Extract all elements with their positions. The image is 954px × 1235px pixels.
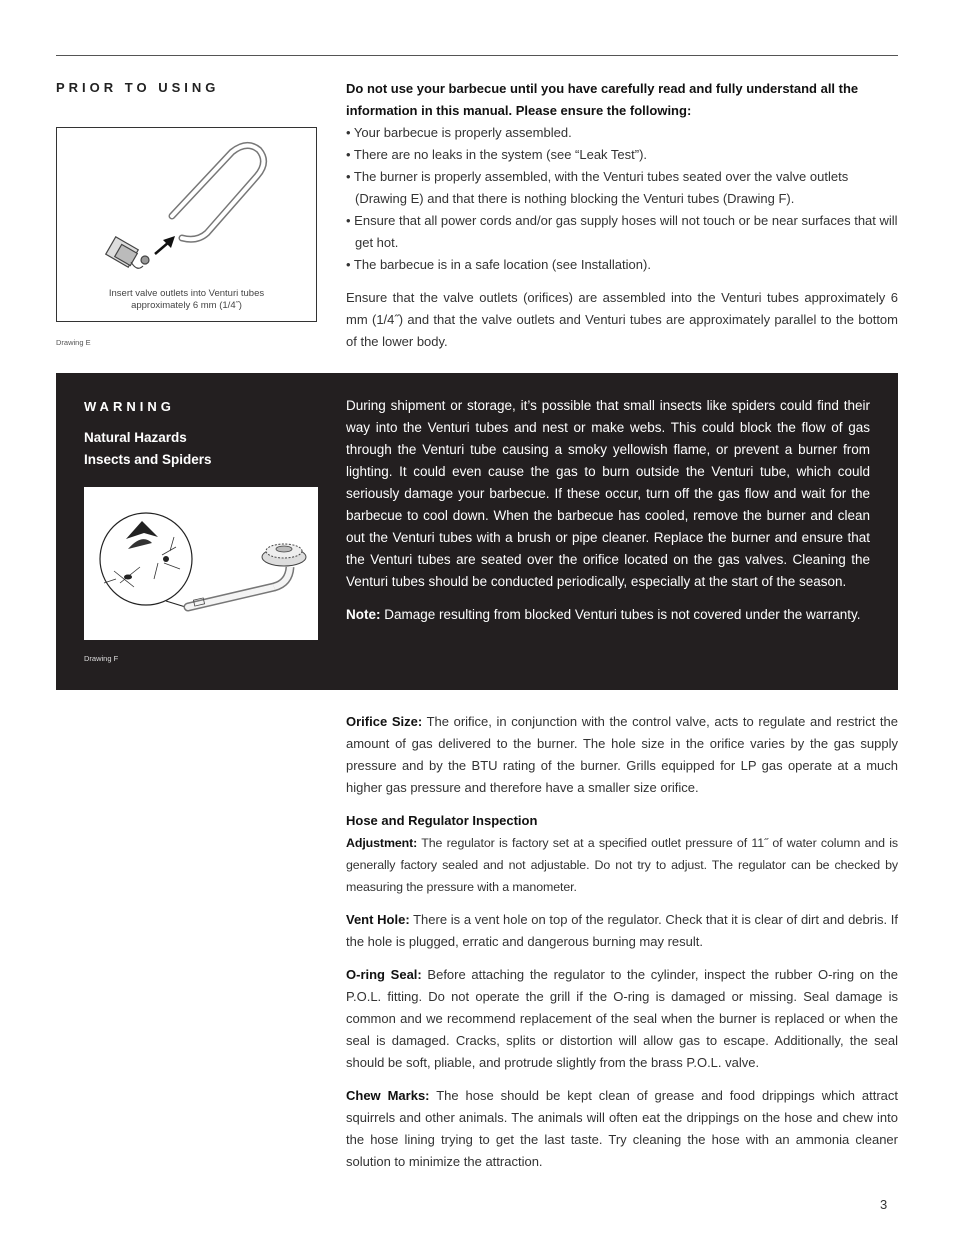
prior-to-using-text	[346, 78, 898, 353]
vent-hole-paragraph: Vent Hole: There is a vent hole on top of the regulator. Check that it is clear of dirt and debris. If the hole is plugged, erratic and dangerous burning may result.	[346, 912, 898, 949]
page-number: 3	[880, 1197, 888, 1212]
warning-box	[56, 373, 898, 690]
list-item: • There are no leaks in the system (see “Leak Test”).	[346, 147, 648, 162]
chew-marks-paragraph: Chew Marks: The hose should be kept clean of grease and food drippings which attract squirrels and other animals. The animals will often eat the drippings on the hose and chew into the hose lining trying to get the last taste. Try cleaning the hose with an ammonia cleaner solution to minimize the attraction.	[346, 1088, 898, 1169]
list-item: • Ensure that all power cords and/or gas supply hoses will not touch or be near surfaces that will get hot.	[346, 213, 898, 250]
prior-checklist	[346, 122, 898, 276]
drawing-e-figure	[56, 127, 317, 322]
drawing-f-label: Drawing F	[84, 654, 119, 663]
prior-to-using-heading: PRIOR TO USING	[56, 80, 220, 95]
drawing-f-figure	[84, 487, 318, 640]
list-item: • Your barbecue is properly assembled.	[346, 125, 572, 140]
insects-in-venturi-illustration	[84, 487, 318, 640]
drawing-e-label: Drawing E	[56, 338, 91, 347]
prior-paragraph: Ensure that the valve outlets (orifices) are assembled into the Venturi tubes approximately 6 mm (1/4˝) and that the valve outlets and Venturi tubes are approximately parallel to the bottom of the lower body.	[346, 290, 898, 349]
list-item: • The barbecue is in a safe location (see Installation).	[346, 257, 651, 272]
adjustment-label: Adjustment:	[346, 836, 418, 850]
venturi-tube-illustration	[87, 138, 287, 288]
top-rule	[56, 55, 898, 56]
list-item: • The burner is properly assembled, with the Venturi tubes seated over the valve outlets (Drawing E) and that there is nothing blocking the Venturi tubes (Drawing F).	[346, 169, 849, 206]
o-ring-seal-paragraph: O-ring Seal: Before attaching the regulator to the cylinder, inspect the rubber O-ring on the P.O.L. fitting. Do not operate the grill if the O-ring is damaged or missing. Seal damage is common and we recommend replacement of the seal when the burner is replaced or when the seal is damaged. Cracks, splits or distortion will allow gas to escape. Additionally, the seal should be soft, pliable, and protrude slightly from the brass P.O.L. valve.	[346, 967, 898, 1070]
warning-text	[346, 395, 870, 626]
drawing-e-caption: Insert valve outlets into Venturi tubes approximately 6 mm (1/4˝)	[108, 288, 265, 311]
chew-marks-label: Chew Marks:	[346, 1088, 430, 1103]
warning-subheading: Natural Hazards Insects and Spiders	[84, 430, 212, 467]
warning-heading: WARNING	[84, 399, 175, 414]
lower-section	[346, 711, 898, 1184]
hose-regulator-heading: Hose and Regulator Inspection	[346, 813, 538, 828]
o-ring-seal-label: O-ring Seal:	[346, 967, 422, 982]
orifice-size-label: Orifice Size:	[346, 714, 423, 729]
warning-note	[346, 604, 870, 626]
warning-body: During shipment or storage, it’s possible that small insects like spiders could find their way into the Venturi tubes and nest or make webs. This could block the flow of gas through the Venturi tube causing a smoky yellowish flame, or prevent a burner from lighting. It could even cause the gas to burn outside the Venturi tube, which could seriously damage your barbecue. If these occur, turn off the gas flow and wait for the barbecue to cool down. When the barbecue has cooled, remove the burner and clean out the Venturi tubes with a brush or pipe cleaner. Replace the burner and ensure that the Venturi tubes are seated over the orifice located on the gas valves. Cleaning the Venturi tubes should be conducted periodically, especially at the start of the season.	[346, 398, 870, 589]
adjustment-paragraph: Adjustment: The regulator is factory set at a specified outlet pressure of 11˝ of water column and is generally factory sealed and not adjustable. Do not try to adjust. The regulator can be checked by measuring the pressure with a manometer.	[346, 836, 898, 894]
note-label: Note:	[346, 607, 381, 622]
note-text: Damage resulting from blocked Venturi tubes is not covered under the warranty.	[380, 607, 861, 622]
prior-lead: Do not use your barbecue until you have carefully read and fully understand all the information in this manual. Please ensure the following:	[346, 81, 859, 118]
orifice-size-paragraph: Orifice Size: The orifice, in conjunction with the control valve, acts to regulate and restrict the amount of gas delivered to the burner. The hole size in the orifice varies by the gas supply pressure and by the BTU rating of the burner. Grills equipped for LP gas operate at a much higher gas pressure and therefore have a smaller size orifice.	[346, 714, 899, 795]
vent-hole-label: Vent Hole:	[346, 912, 410, 927]
